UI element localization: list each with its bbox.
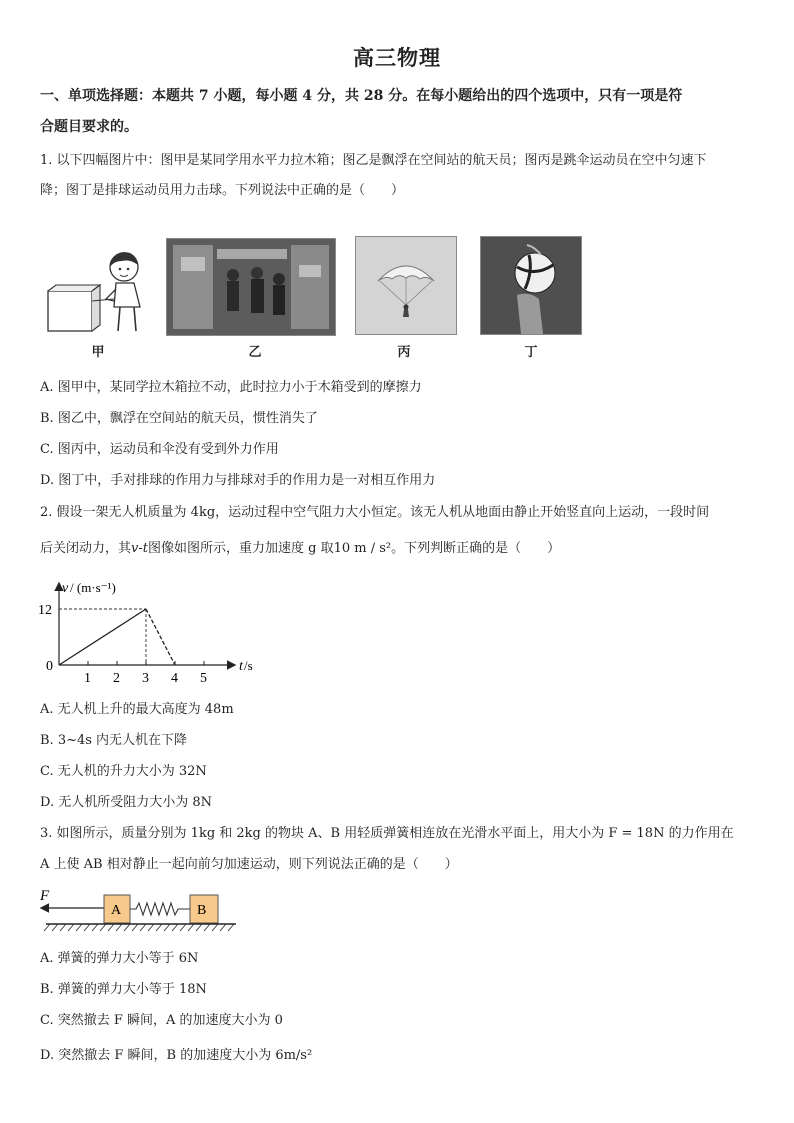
q2-option-b: B. 3~4s 内无人机在下降 (40, 733, 188, 748)
x-tick-1: 1 (84, 671, 91, 686)
astronauts-photo (167, 239, 335, 335)
q2-option-a: A. 无人机上升的最大高度为 48m (40, 702, 234, 717)
q2-stem-text-a: 后关闭动力，其 (40, 541, 132, 556)
y-tick-12: 12 (38, 603, 52, 618)
q2-vt-symbol: v-t (131, 541, 148, 556)
vt-graph-svg (36, 578, 266, 686)
q2-stem-line1: 2. 假设一架无人机质量为 4kg，运动过程中空气阻力大小恒定。该无人机从地面由静止开始竖直向上运动，一段时间 (40, 505, 710, 520)
t-axis-symbol: t (239, 659, 243, 674)
section-heading-line1: 一、单项选择题：本题共 7 小题，每小题 4 分，共 28 分。在每小题给出的四个选项中，只有一项是符 (40, 88, 683, 104)
boy-pulling-box-illustration (44, 245, 152, 337)
q1-stem-line2: 降；图丁是排球运动员用力击球。下列说法中正确的是（ ） (40, 183, 405, 198)
q3-stem-line1: 3. 如图所示，质量分别为 1kg 和 2kg 的物块 A、B 用轻质弹簧相连放在光滑水平面上，用大小为 F = 18N 的力作用在 (40, 826, 734, 841)
q2-option-d: D. 无人机所受阻力大小为 8N (40, 795, 213, 810)
vt-graph (36, 578, 266, 686)
ground-hatching (44, 924, 234, 931)
figure-bing-photo (355, 236, 457, 335)
q1-option-c: C. 图丙中，运动员和伞没有受到外力作用 (40, 442, 279, 457)
block-a-label: A (111, 903, 122, 918)
block-b-label: B (197, 903, 207, 918)
force-label: F (40, 888, 50, 904)
spring-blocks-diagram (36, 884, 246, 936)
figure-yi-photo (166, 238, 336, 336)
label-jia: 甲 (91, 345, 105, 360)
figure-ding-photo (480, 236, 582, 335)
v-axis-symbol: v (62, 581, 69, 596)
q3-option-a: A. 弹簧的弹力大小等于 6N (40, 951, 199, 966)
label-yi: 乙 (248, 345, 262, 360)
origin-label: 0 (46, 659, 53, 674)
q2-stem-text-b: 图像如图所示，重力加速度 g 取10 m / s²。下列判断正确的是（ ） (147, 541, 561, 556)
q3-stem-line2: A 上使 AB 相对静止一起向前匀加速运动，则下列说法正确的是（ ） (40, 857, 458, 872)
spring (130, 903, 190, 915)
decelerating-segment (146, 609, 175, 665)
v-axis-unit: / (m·s⁻¹) (70, 580, 116, 595)
page-title: 高三物理 (353, 45, 441, 70)
q3-option-b: B. 弹簧的弹力大小等于 18N (40, 982, 207, 997)
x-tick-3: 3 (142, 671, 149, 686)
q1-option-b: B. 图乙中，飘浮在空间站的航天员，惯性消失了 (40, 411, 318, 426)
accelerating-segment (59, 609, 146, 665)
section-heading-line2: 合题目要求的。 (40, 119, 138, 135)
x-tick-5: 5 (200, 671, 207, 686)
q3-option-d: D. 突然撤去 F 瞬间，B 的加速度大小为 6m/s² (40, 1048, 313, 1063)
volleyball-photo (481, 237, 581, 334)
figure-jia (44, 245, 152, 337)
parachutist-photo (356, 237, 456, 334)
q2-option-c: C. 无人机的升力大小为 32N (40, 764, 207, 779)
x-tick-4: 4 (171, 671, 178, 686)
q3-option-c: C. 突然撤去 F 瞬间，A 的加速度大小为 0 (40, 1013, 283, 1028)
q1-option-d: D. 图丁中，手对排球的作用力与排球对手的作用力是一对相互作用力 (40, 473, 436, 488)
t-axis-unit: /s (244, 658, 253, 673)
label-ding: 丁 (524, 345, 538, 360)
q1-stem-line1: 1. 以下四幅图片中：图甲是某同学用水平力拉木箱；图乙是飘浮在空间站的航天员；图丙是跳伞运动员在空中匀速下 (40, 153, 707, 168)
spring-blocks-svg (36, 884, 246, 936)
q2-stem-line2 (40, 533, 760, 564)
q1-option-a: A. 图甲中，某同学拉木箱拉不动，此时拉力小于木箱受到的摩擦力 (40, 380, 422, 395)
label-bing: 丙 (397, 345, 411, 360)
x-tick-2: 2 (113, 671, 120, 686)
